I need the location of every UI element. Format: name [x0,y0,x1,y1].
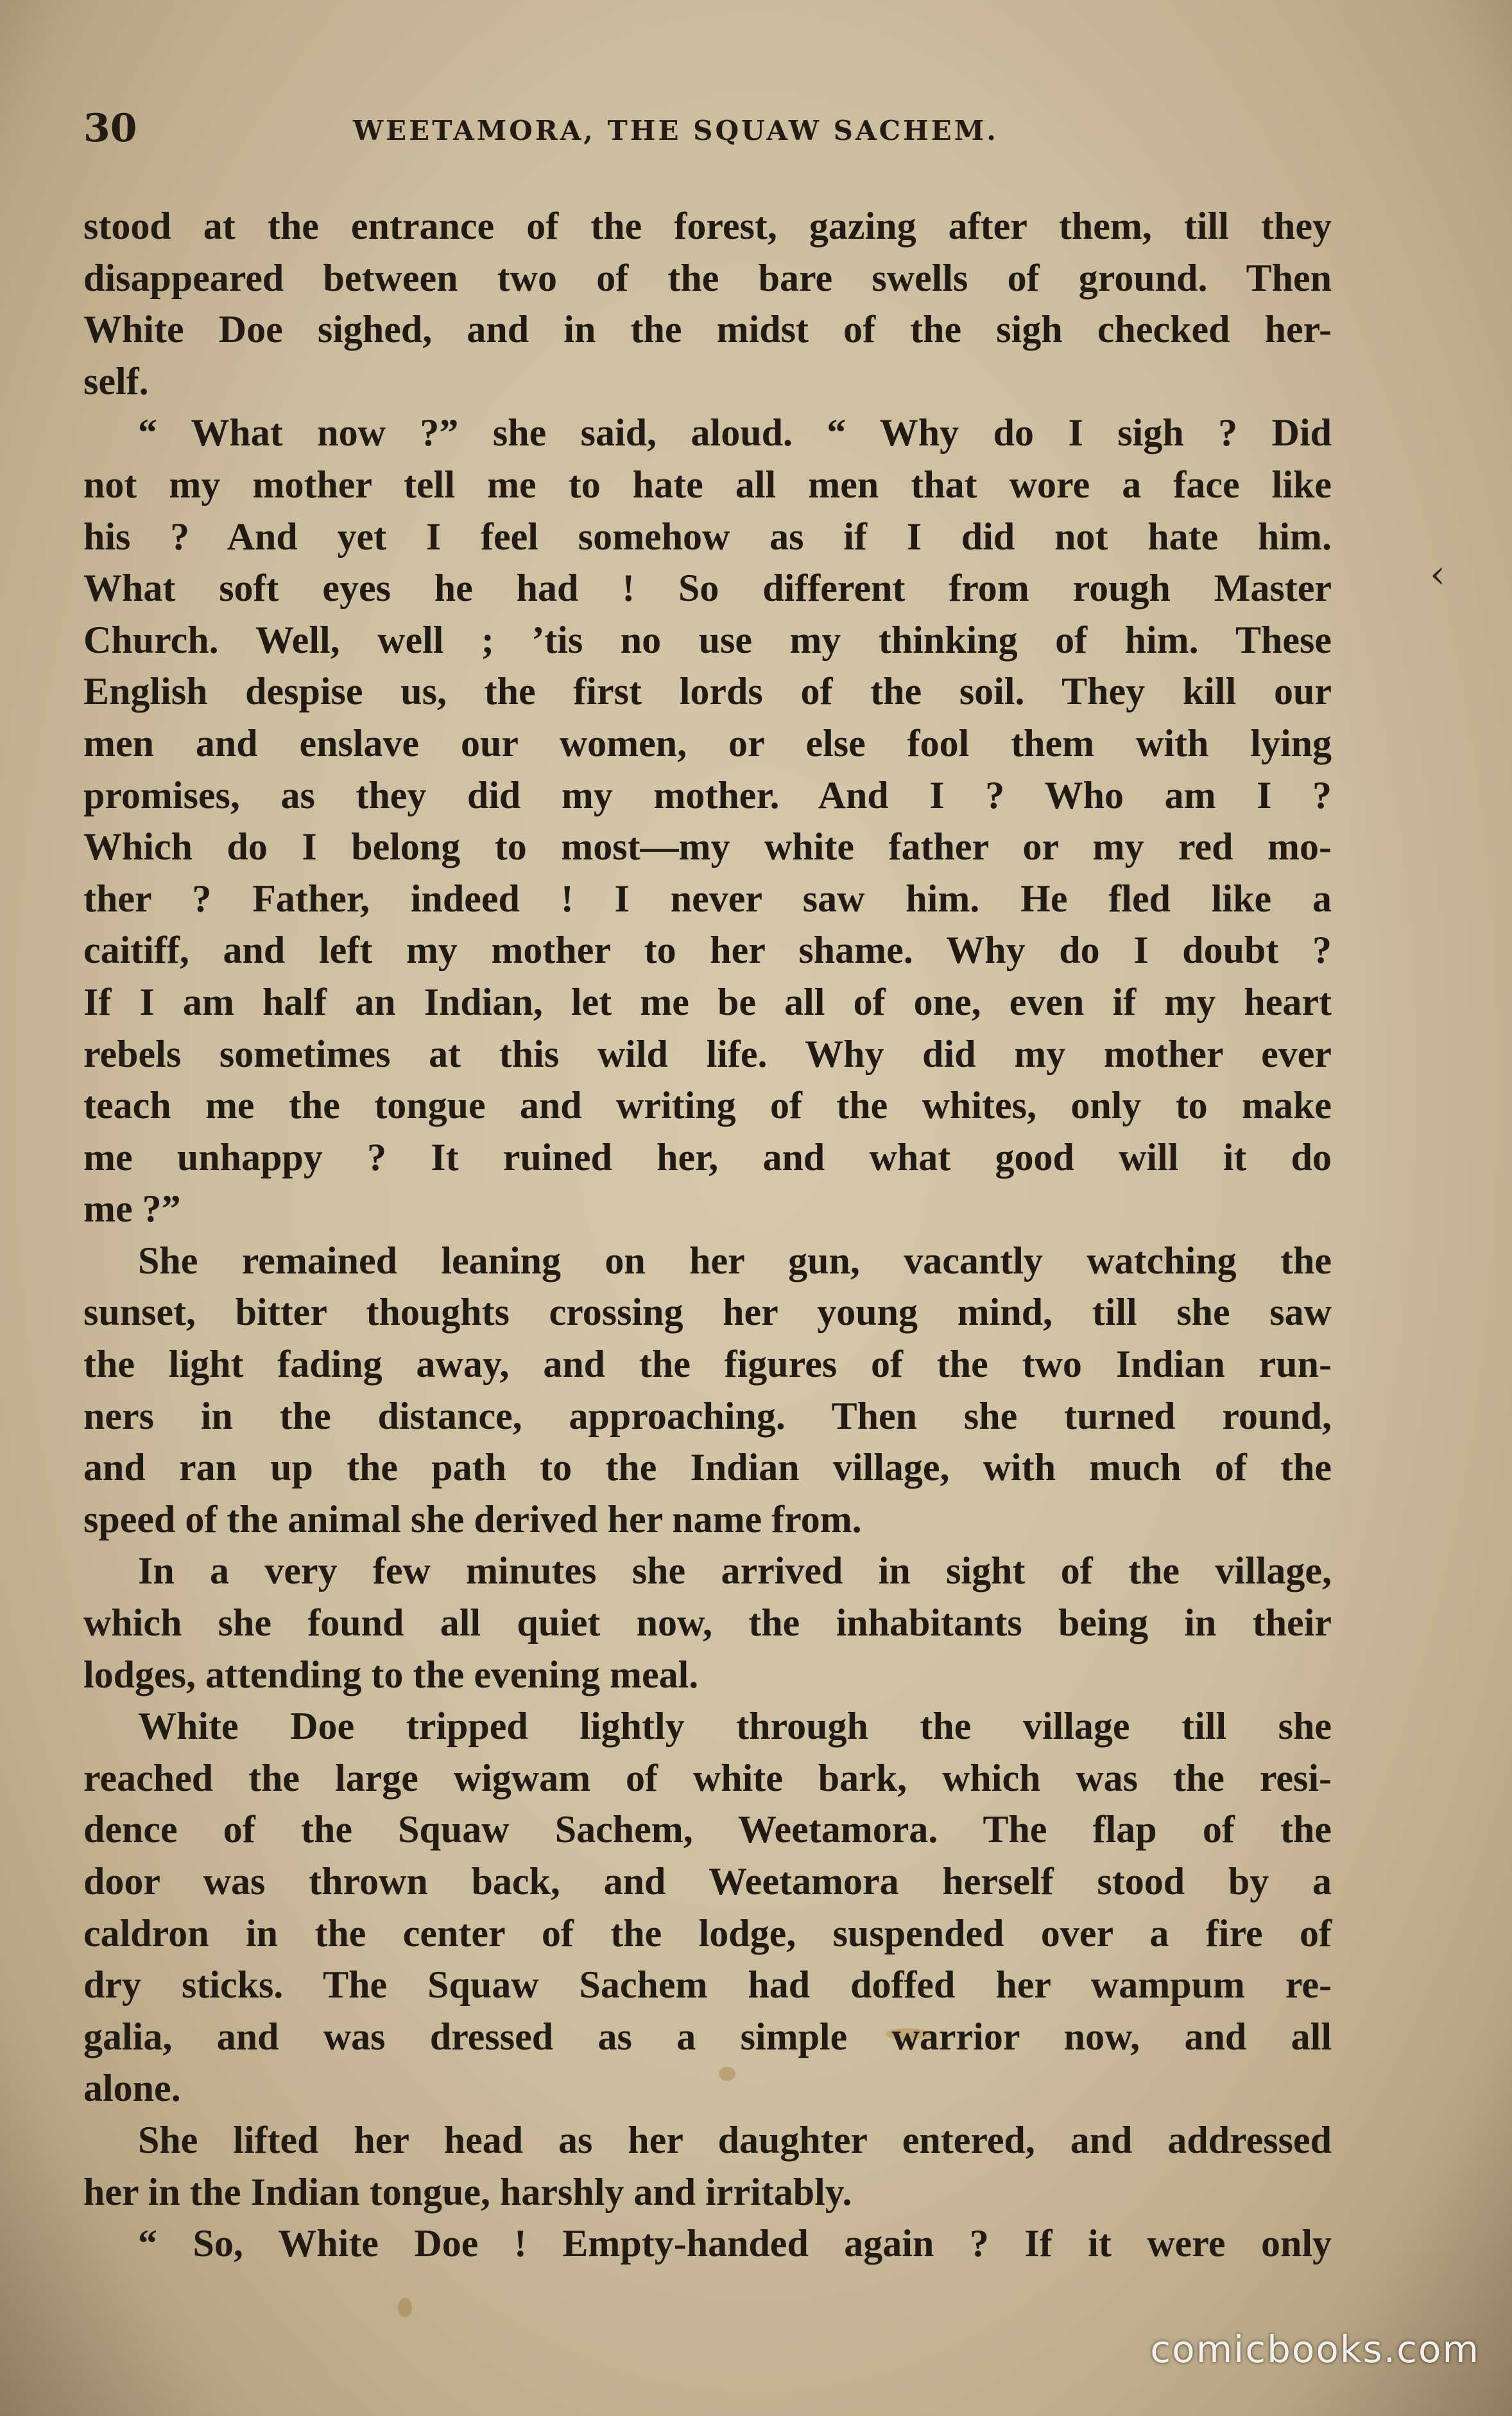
text-line: reached the large wigwam of white bark, which was the resi- [83,1756,1332,1799]
text-line: and ran up the path to the Indian village, with much of the [83,1446,1332,1489]
text-line: men and enslave our women, or else fool them with lying [83,721,1332,764]
text-line: Church. Well, well ; ’tis no use my thinking of him. These [83,618,1332,661]
text-line: the light fading away, and the figures of the two Indian run- [83,1343,1332,1386]
running-title: WEETAMORA, THE SQUAW SACHEM. [353,115,999,146]
ink-stain [398,2298,412,2317]
text-line: She remained leaning on her gun, vacantly watching the [138,1239,1332,1282]
text-line: ners in the distance, approaching. Then she turned round, [83,1394,1332,1437]
text-line: his ? And yet I feel somehow as if I did not hate him. [83,515,1332,558]
text-line: Which do I belong to most—my white father or my red mo- [83,825,1332,868]
text-line: speed of the animal she derived her name from. [83,1497,862,1540]
text-line: caldron in the center of the lodge, suspended over a fire of [83,1911,1332,1954]
text-line: White Doe tripped lightly through the village till she [138,1705,1332,1748]
text-line: disappeared between two of the bare swells of ground. Then [83,256,1332,299]
text-line: alone. [83,2067,181,2110]
watermark: comicbooks.com [1150,2327,1480,2371]
text-line: me unhappy ? It ruined her, and what good will it do [83,1135,1332,1178]
text-line: dence of the Squaw Sachem, Weetamora. The flap of the [83,1808,1332,1851]
text-line: If I am half an Indian, let me be all of one, even if my heart [83,980,1332,1023]
text-line: In a very few minutes she arrived in sight of the village, [138,1549,1332,1592]
text-line: teach me the tongue and writing of the whites, only to make [83,1084,1332,1127]
text-line: self. [83,359,149,402]
text-line: galia, and was dressed as a simple warrior now, and all [83,2015,1332,2058]
page-header [83,106,1335,164]
text-line: “ So, White Doe ! Empty-handed again ? If it were only [138,2222,1332,2265]
text-line: “ What now ?” she said, aloud. “ Why do I sigh ? Did [138,411,1332,454]
text-line: me ?” [83,1187,181,1230]
text-line: lodges, attending to the evening meal. [83,1653,699,1696]
text-line: not my mother tell me to hate all men that wore a face like [83,463,1332,506]
text-line: rebels sometimes at this wild life. Why did my mother ever [83,1032,1332,1075]
text-line: her in the Indian tongue, harshly and irritably. [83,2170,852,2213]
text-line: stood at the entrance of the forest, gazing after them, till they [83,205,1332,247]
text-line: She lifted her head as her daughter entered, and addressed [138,2118,1332,2161]
text-line: caitiff, and left my mother to her shame. Why do I doubt ? [83,929,1332,972]
text-line: dry sticks. The Squaw Sachem had doffed her wampum re- [83,1963,1332,2006]
text-line: promises, as they did my mother. And I ? Who am I ? [83,773,1332,816]
body-text [83,200,1332,2270]
text-line: sunset, bitter thoughts crossing her young mind, till she saw [83,1291,1332,1334]
text-line: English despise us, the first lords of the soil. They kill our [83,670,1332,713]
text-line: ther ? Father, indeed ! I never saw him. He fled like a [83,877,1332,920]
text-line: which she found all quiet now, the inhabitants being in their [83,1601,1332,1644]
text-line: What soft eyes he had ! So different from rough Master [83,567,1332,610]
page-number: 30 [83,106,137,151]
margin-mark: ‹ [1430,552,1445,597]
text-line: door was thrown back, and Weetamora herself stood by a [83,1860,1332,1903]
text-line: White Doe sighed, and in the midst of the sigh checked her- [83,308,1332,351]
